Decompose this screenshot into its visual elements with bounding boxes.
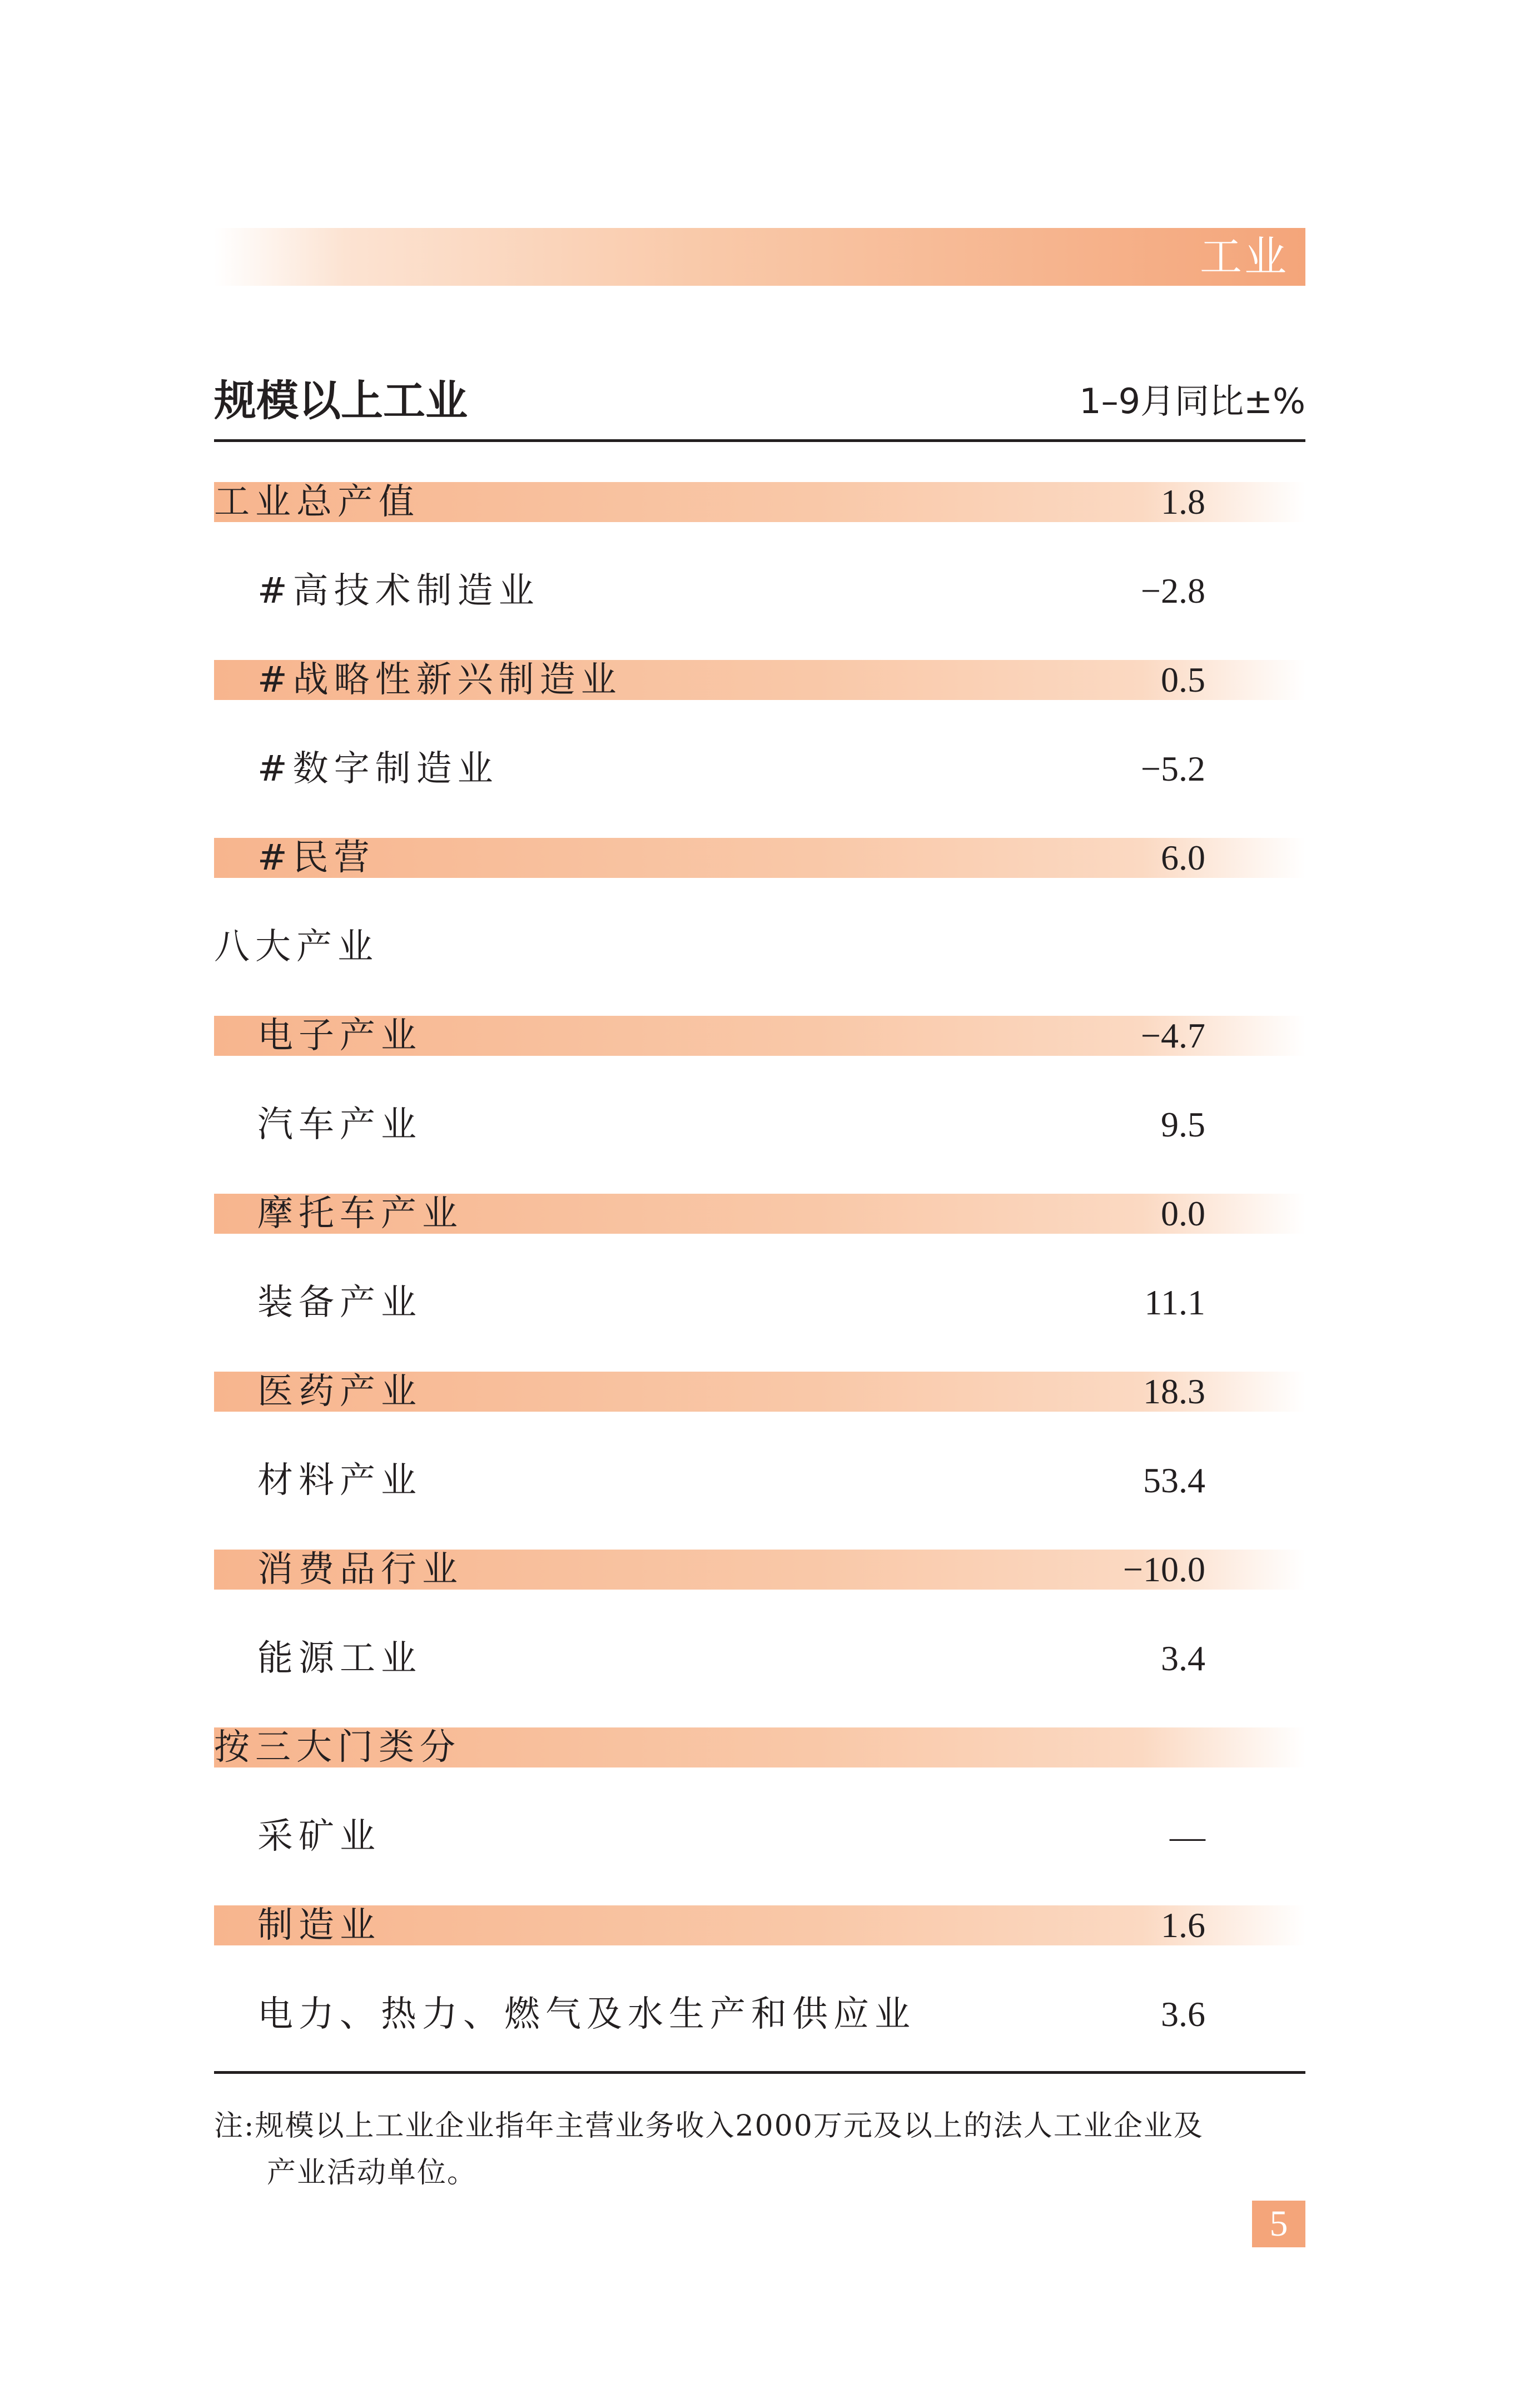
table-row [214,1901,1305,1990]
table-row [214,1635,1305,1724]
row-label: 八大产业 [214,926,379,967]
table-row [214,923,1305,1012]
row-value: 3.4 [1161,1639,1205,1678]
row-label: #民营 [257,837,375,878]
row-label: #高技术制造业 [257,570,540,612]
row-value: 0.0 [1161,1194,1205,1233]
footnote-line-2: 产业活动单位。 [267,2156,478,2189]
row-label: 电力、热力、燃气及水生产和供应业 [257,1994,916,2035]
footnote-line-1: 注:规模以上工业企业指年主营业务收入2000万元及以上的法人工业企业及 [214,2109,1204,2143]
table-row [214,1724,1305,1813]
row-value: 3.6 [1161,1994,1205,2034]
row-label: 按三大门类分 [214,1727,461,1768]
row-value: 6.0 [1161,838,1205,877]
row-value: 9.5 [1161,1105,1205,1144]
table-row [214,1368,1305,1457]
row-label: 采矿业 [257,1816,381,1857]
table-row [214,834,1305,923]
table-row [214,1990,1305,2079]
table-row [214,1813,1305,1901]
footer-rule [214,2071,1305,2074]
row-value: 0.5 [1161,660,1205,699]
row-value: −4.7 [1140,1016,1205,1055]
row-value: 18.3 [1143,1372,1205,1411]
table-row [214,1457,1305,1546]
row-label: #数字制造业 [257,748,499,790]
row-highlight-bar [214,838,1305,878]
row-label: 消费品行业 [257,1549,463,1590]
row-value: −5.2 [1140,749,1205,788]
table-title: 规模以上工业 [214,376,468,425]
row-label: 电子产业 [257,1015,422,1056]
unit-label: 1–9月同比±% [1079,381,1305,421]
row-label: 医药产业 [257,1371,422,1412]
row-label: 汽车产业 [257,1104,422,1145]
table-header [214,356,1305,442]
row-label: 制造业 [257,1905,381,1946]
table-row [214,478,1305,567]
row-label: 摩托车产业 [257,1193,463,1234]
table-row [214,1279,1305,1368]
row-value: 1.6 [1161,1905,1205,1945]
row-label: 材料产业 [257,1460,422,1501]
table-row [214,1012,1305,1101]
data-table [214,478,1305,2079]
row-value: 1.8 [1161,482,1205,522]
row-label: #战略性新兴制造业 [257,659,622,701]
table-row [214,1546,1305,1635]
table-row [214,1190,1305,1279]
table-row [214,567,1305,656]
section-banner [214,228,1305,286]
row-value: −2.8 [1140,571,1205,610]
table-row [214,1101,1305,1190]
row-label: 工业总产值 [214,481,420,523]
footnote [214,2103,1305,2196]
section-title: 工业 [1200,232,1289,281]
row-value: — [1170,1816,1205,1856]
table-row [214,656,1305,745]
table-row [214,745,1305,834]
row-label: 装备产业 [257,1282,422,1323]
row-value: −10.0 [1122,1550,1205,1589]
row-value: 53.4 [1143,1461,1205,1500]
page-number: 5 [1252,2201,1305,2247]
row-value: 11.1 [1144,1283,1205,1322]
row-label: 能源工业 [257,1638,422,1679]
